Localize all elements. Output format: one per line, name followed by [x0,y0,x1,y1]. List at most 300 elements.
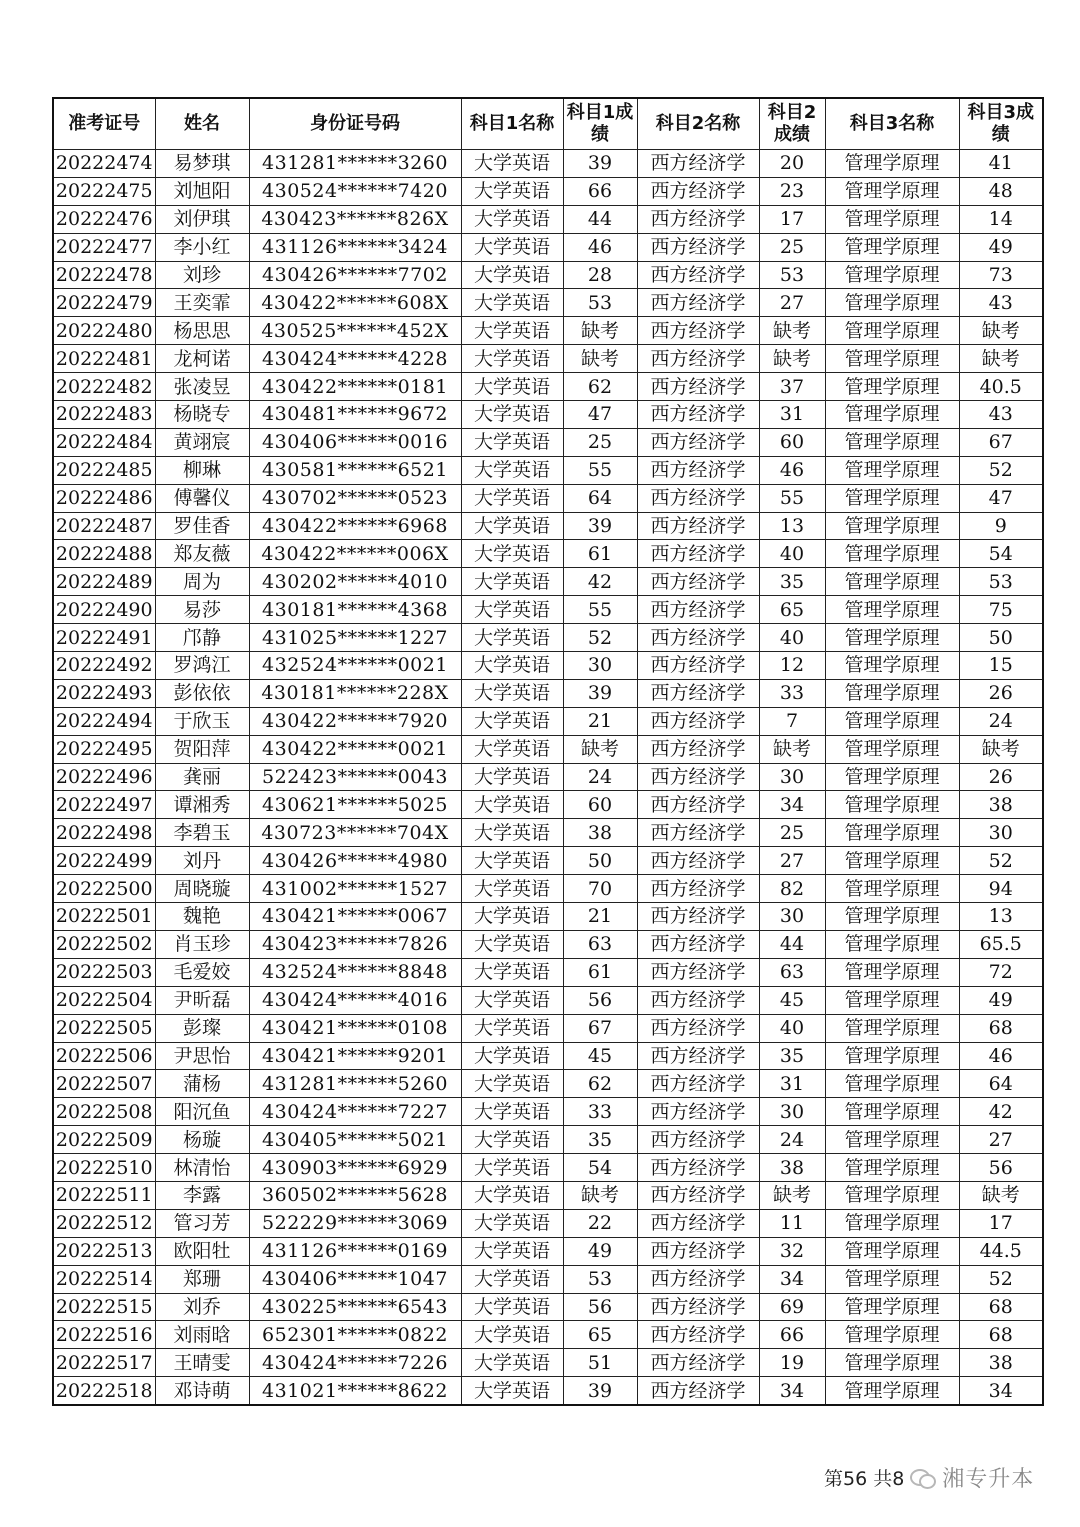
subject3-score-cell: 48 [959,177,1043,205]
exam-id-cell: 20222504 [53,986,155,1014]
subject3-name-cell: 管理学原理 [825,177,959,205]
subject1-score-cell: 62 [563,373,637,401]
exam-id-cell: 20222479 [53,289,155,317]
table-row [53,373,1043,401]
name-cell: 欧阳牡 [155,1237,249,1265]
subject2-score-cell: 55 [759,484,825,512]
subject2-name-cell: 西方经济学 [637,1349,759,1377]
subject1-name-cell: 大学英语 [461,205,563,233]
subject1-score-cell: 缺考 [563,317,637,345]
subject1-name-cell: 大学英语 [461,568,563,596]
subject2-score-cell: 46 [759,456,825,484]
name-cell: 管习芳 [155,1209,249,1237]
id-number-cell: 652301******0822 [249,1321,461,1349]
subject2-name-cell: 西方经济学 [637,903,759,931]
subject1-name-cell: 大学英语 [461,1349,563,1377]
subject1-name-cell: 大学英语 [461,791,563,819]
subject3-score-cell: 缺考 [959,735,1043,763]
name-cell: 谭湘秀 [155,791,249,819]
subject1-name-cell: 大学英语 [461,1237,563,1265]
header-id-number: 身份证号码 [249,98,461,150]
subject3-score-cell: 34 [959,1377,1043,1405]
table-row [53,568,1043,596]
subject1-name-cell: 大学英语 [461,903,563,931]
exam-id-cell: 20222518 [53,1377,155,1405]
subject3-name-cell: 管理学原理 [825,1126,959,1154]
id-number-cell: 430424******7227 [249,1098,461,1126]
name-cell: 刘乔 [155,1293,249,1321]
table-row [53,1042,1043,1070]
subject1-name-cell: 大学英语 [461,1265,563,1293]
subject1-name-cell: 大学英语 [461,150,563,178]
page-number: 第56 [824,1467,868,1490]
header-exam-id: 准考证号 [53,98,155,150]
subject3-score-cell: 47 [959,484,1043,512]
subject3-score-cell: 50 [959,624,1043,652]
subject2-name-cell: 西方经济学 [637,652,759,680]
exam-id-cell: 20222474 [53,150,155,178]
exam-id-cell: 20222496 [53,763,155,791]
id-number-cell: 430581******6521 [249,456,461,484]
subject3-score-cell: 49 [959,986,1043,1014]
subject1-score-cell: 45 [563,1042,637,1070]
subject1-name-cell: 大学英语 [461,1098,563,1126]
name-cell: 刘雨晗 [155,1321,249,1349]
subject3-score-cell: 27 [959,1126,1043,1154]
subject1-name-cell: 大学英语 [461,177,563,205]
id-number-cell: 430723******704X [249,819,461,847]
id-number-cell: 431002******1527 [249,875,461,903]
subject3-name-cell: 管理学原理 [825,930,959,958]
subject3-name-cell: 管理学原理 [825,819,959,847]
name-cell: 易莎 [155,596,249,624]
subject1-score-cell: 53 [563,1265,637,1293]
name-cell: 罗佳香 [155,512,249,540]
subject1-score-cell: 39 [563,679,637,707]
subject3-name-cell: 管理学原理 [825,428,959,456]
exam-id-cell: 20222477 [53,233,155,261]
exam-id-cell: 20222499 [53,847,155,875]
subject1-name-cell: 大学英语 [461,233,563,261]
subject2-name-cell: 西方经济学 [637,763,759,791]
table-row [53,1293,1043,1321]
table-row [53,1154,1043,1182]
subject3-name-cell: 管理学原理 [825,652,959,680]
subject3-score-cell: 72 [959,958,1043,986]
subject3-score-cell: 49 [959,233,1043,261]
subject3-name-cell: 管理学原理 [825,401,959,429]
subject1-score-cell: 63 [563,930,637,958]
subject1-score-cell: 61 [563,958,637,986]
subject1-score-cell: 55 [563,456,637,484]
subject3-score-cell: 24 [959,707,1043,735]
subject3-name-cell: 管理学原理 [825,484,959,512]
subject3-name-cell: 管理学原理 [825,289,959,317]
name-cell: 柳琳 [155,456,249,484]
subject2-name-cell: 西方经济学 [637,456,759,484]
subject1-name-cell: 大学英语 [461,958,563,986]
subject2-name-cell: 西方经济学 [637,819,759,847]
id-number-cell: 360502******5628 [249,1181,461,1209]
subject2-name-cell: 西方经济学 [637,930,759,958]
exam-id-cell: 20222475 [53,177,155,205]
name-cell: 尹思怡 [155,1042,249,1070]
subject3-score-cell: 46 [959,1042,1043,1070]
exam-id-cell: 20222501 [53,903,155,931]
subject1-name-cell: 大学英语 [461,345,563,373]
name-cell: 龙柯诺 [155,345,249,373]
subject2-name-cell: 西方经济学 [637,261,759,289]
subject2-name-cell: 西方经济学 [637,1154,759,1182]
subject1-score-cell: 33 [563,1098,637,1126]
subject2-score-cell: 缺考 [759,1181,825,1209]
exam-id-cell: 20222486 [53,484,155,512]
id-number-cell: 432524******0021 [249,652,461,680]
subject1-name-cell: 大学英语 [461,373,563,401]
subject2-score-cell: 40 [759,624,825,652]
table-row [53,1321,1043,1349]
exam-id-cell: 20222484 [53,428,155,456]
table-row [53,986,1043,1014]
exam-id-cell: 20222509 [53,1126,155,1154]
id-number-cell: 430525******452X [249,317,461,345]
subject3-name-cell: 管理学原理 [825,456,959,484]
subject3-name-cell: 管理学原理 [825,1209,959,1237]
id-number-cell: 430426******4980 [249,847,461,875]
subject2-name-cell: 西方经济学 [637,847,759,875]
exam-id-cell: 20222514 [53,1265,155,1293]
table-row [53,903,1043,931]
subject3-score-cell: 54 [959,540,1043,568]
name-cell: 魏艳 [155,903,249,931]
subject1-name-cell: 大学英语 [461,986,563,1014]
subject2-name-cell: 西方经济学 [637,568,759,596]
subject3-score-cell: 41 [959,150,1043,178]
table-row [53,652,1043,680]
table-row [53,1265,1043,1293]
subject3-name-cell: 管理学原理 [825,261,959,289]
subject2-score-cell: 63 [759,958,825,986]
id-number-cell: 430421******0108 [249,1014,461,1042]
subject2-score-cell: 30 [759,903,825,931]
subject2-score-cell: 37 [759,373,825,401]
name-cell: 易梦琪 [155,150,249,178]
name-cell: 王奕霏 [155,289,249,317]
table-row [53,763,1043,791]
subject2-name-cell: 西方经济学 [637,150,759,178]
subject3-name-cell: 管理学原理 [825,1098,959,1126]
subject1-name-cell: 大学英语 [461,1377,563,1405]
subject3-name-cell: 管理学原理 [825,1293,959,1321]
subject1-name-cell: 大学英语 [461,428,563,456]
id-number-cell: 430422******6968 [249,512,461,540]
subject1-name-cell: 大学英语 [461,624,563,652]
subject2-score-cell: 27 [759,289,825,317]
name-cell: 周为 [155,568,249,596]
subject3-name-cell: 管理学原理 [825,1014,959,1042]
subject1-score-cell: 44 [563,205,637,233]
subject2-name-cell: 西方经济学 [637,1042,759,1070]
name-cell: 李露 [155,1181,249,1209]
subject3-score-cell: 26 [959,763,1043,791]
subject2-name-cell: 西方经济学 [637,540,759,568]
id-number-cell: 430225******6543 [249,1293,461,1321]
subject2-name-cell: 西方经济学 [637,484,759,512]
subject2-name-cell: 西方经济学 [637,596,759,624]
exam-id-cell: 20222512 [53,1209,155,1237]
subject3-score-cell: 53 [959,568,1043,596]
id-number-cell: 430405******5021 [249,1126,461,1154]
subject3-name-cell: 管理学原理 [825,763,959,791]
subject1-name-cell: 大学英语 [461,1154,563,1182]
subject3-score-cell: 94 [959,875,1043,903]
subject2-score-cell: 66 [759,1321,825,1349]
table-row [53,1126,1043,1154]
subject1-score-cell: 52 [563,624,637,652]
subject2-name-cell: 西方经济学 [637,1070,759,1098]
id-number-cell: 522229******3069 [249,1209,461,1237]
id-number-cell: 522423******0043 [249,763,461,791]
subject1-name-cell: 大学英语 [461,317,563,345]
subject1-score-cell: 39 [563,1377,637,1405]
name-cell: 阳沉鱼 [155,1098,249,1126]
subject2-score-cell: 31 [759,401,825,429]
subject1-name-cell: 大学英语 [461,1042,563,1070]
id-number-cell: 430424******4016 [249,986,461,1014]
header-subject2-score: 科目2成绩 [759,98,825,150]
id-number-cell: 430903******6929 [249,1154,461,1182]
subject3-name-cell: 管理学原理 [825,735,959,763]
subject2-score-cell: 25 [759,819,825,847]
subject2-score-cell: 30 [759,763,825,791]
subject2-name-cell: 西方经济学 [637,289,759,317]
subject2-name-cell: 西方经济学 [637,428,759,456]
subject3-name-cell: 管理学原理 [825,373,959,401]
subject2-name-cell: 西方经济学 [637,679,759,707]
subject3-name-cell: 管理学原理 [825,1349,959,1377]
subject2-name-cell: 西方经济学 [637,1293,759,1321]
id-number-cell: 430524******7420 [249,177,461,205]
subject3-name-cell: 管理学原理 [825,150,959,178]
header-row [53,98,1043,150]
table-row [53,456,1043,484]
name-cell: 郑珊 [155,1265,249,1293]
id-number-cell: 430421******9201 [249,1042,461,1070]
name-cell: 刘珍 [155,261,249,289]
id-number-cell: 430422******0021 [249,735,461,763]
name-cell: 李小红 [155,233,249,261]
subject1-score-cell: 67 [563,1014,637,1042]
subject2-score-cell: 7 [759,707,825,735]
subject3-name-cell: 管理学原理 [825,679,959,707]
subject3-name-cell: 管理学原理 [825,1237,959,1265]
subject1-score-cell: 56 [563,986,637,1014]
subject2-score-cell: 27 [759,847,825,875]
subject2-name-cell: 西方经济学 [637,1321,759,1349]
name-cell: 黄翊宸 [155,428,249,456]
subject2-score-cell: 32 [759,1237,825,1265]
score-table [52,97,1044,1406]
subject3-score-cell: 43 [959,289,1043,317]
subject1-score-cell: 42 [563,568,637,596]
subject2-name-cell: 西方经济学 [637,1098,759,1126]
subject1-name-cell: 大学英语 [461,1014,563,1042]
subject3-score-cell: 17 [959,1209,1043,1237]
subject2-score-cell: 31 [759,1070,825,1098]
subject3-name-cell: 管理学原理 [825,986,959,1014]
subject1-score-cell: 55 [563,596,637,624]
table-row [53,512,1043,540]
table-row [53,233,1043,261]
name-cell: 彭璨 [155,1014,249,1042]
subject2-name-cell: 西方经济学 [637,1126,759,1154]
subject3-score-cell: 缺考 [959,317,1043,345]
name-cell: 贺阳萍 [155,735,249,763]
subject2-score-cell: 23 [759,177,825,205]
subject3-name-cell: 管理学原理 [825,596,959,624]
subject2-score-cell: 12 [759,652,825,680]
subject1-score-cell: 30 [563,652,637,680]
subject1-score-cell: 65 [563,1321,637,1349]
subject1-score-cell: 70 [563,875,637,903]
subject3-score-cell: 44.5 [959,1237,1043,1265]
id-number-cell: 430421******0067 [249,903,461,931]
header-subject2-name: 科目2名称 [637,98,759,150]
exam-id-cell: 20222500 [53,875,155,903]
subject3-score-cell: 75 [959,596,1043,624]
subject3-score-cell: 30 [959,819,1043,847]
subject3-name-cell: 管理学原理 [825,958,959,986]
id-number-cell: 431025******1227 [249,624,461,652]
subject2-name-cell: 西方经济学 [637,707,759,735]
table-row [53,679,1043,707]
subject1-name-cell: 大学英语 [461,652,563,680]
exam-id-cell: 20222505 [53,1014,155,1042]
subject2-score-cell: 13 [759,512,825,540]
subject2-score-cell: 38 [759,1154,825,1182]
subject2-name-cell: 西方经济学 [637,1265,759,1293]
table-row [53,791,1043,819]
table-row [53,1237,1043,1265]
subject3-name-cell: 管理学原理 [825,903,959,931]
id-number-cell: 431126******0169 [249,1237,461,1265]
exam-id-cell: 20222516 [53,1321,155,1349]
subject3-name-cell: 管理学原理 [825,1070,959,1098]
subject1-name-cell: 大学英语 [461,1126,563,1154]
table-row [53,735,1043,763]
name-cell: 刘伊琪 [155,205,249,233]
subject2-score-cell: 17 [759,205,825,233]
id-number-cell: 430406******0016 [249,428,461,456]
id-number-cell: 430423******826X [249,205,461,233]
subject3-score-cell: 52 [959,847,1043,875]
subject1-score-cell: 46 [563,233,637,261]
table-row [53,205,1043,233]
table-row [53,345,1043,373]
id-number-cell: 430621******5025 [249,791,461,819]
id-number-cell: 430426******7702 [249,261,461,289]
exam-id-cell: 20222493 [53,679,155,707]
table-row [53,1377,1043,1405]
subject3-score-cell: 42 [959,1098,1043,1126]
id-number-cell: 430422******006X [249,540,461,568]
subject1-score-cell: 49 [563,1237,637,1265]
subject1-name-cell: 大学英语 [461,1321,563,1349]
subject3-score-cell: 68 [959,1014,1043,1042]
exam-id-cell: 20222495 [53,735,155,763]
subject3-score-cell: 14 [959,205,1043,233]
exam-id-cell: 20222491 [53,624,155,652]
subject2-name-cell: 西方经济学 [637,373,759,401]
subject1-name-cell: 大学英语 [461,763,563,791]
subject1-name-cell: 大学英语 [461,707,563,735]
table-row [53,317,1043,345]
name-cell: 龚丽 [155,763,249,791]
name-cell: 李碧玉 [155,819,249,847]
name-cell: 林清怡 [155,1154,249,1182]
subject1-name-cell: 大学英语 [461,679,563,707]
watermark-text: 湘专升本 [942,1466,1035,1492]
subject3-score-cell: 56 [959,1154,1043,1182]
subject2-name-cell: 西方经济学 [637,624,759,652]
subject3-name-cell: 管理学原理 [825,233,959,261]
subject2-name-cell: 西方经济学 [637,177,759,205]
subject1-score-cell: 56 [563,1293,637,1321]
subject2-name-cell: 西方经济学 [637,401,759,429]
name-cell: 傅馨仪 [155,484,249,512]
subject2-score-cell: 60 [759,428,825,456]
subject3-score-cell: 9 [959,512,1043,540]
subject2-score-cell: 11 [759,1209,825,1237]
id-number-cell: 430422******608X [249,289,461,317]
subject1-score-cell: 62 [563,1070,637,1098]
wechat-icon [910,1467,936,1487]
table-row [53,1098,1043,1126]
exam-id-cell: 20222507 [53,1070,155,1098]
subject2-name-cell: 西方经济学 [637,512,759,540]
header-subject1-name: 科目1名称 [461,98,563,150]
exam-id-cell: 20222476 [53,205,155,233]
table-row [53,150,1043,178]
exam-id-cell: 20222492 [53,652,155,680]
subject1-name-cell: 大学英语 [461,596,563,624]
subject3-name-cell: 管理学原理 [825,568,959,596]
subject2-score-cell: 24 [759,1126,825,1154]
subject1-name-cell: 大学英语 [461,540,563,568]
subject3-score-cell: 65.5 [959,930,1043,958]
subject1-score-cell: 53 [563,289,637,317]
id-number-cell: 430422******0181 [249,373,461,401]
subject2-score-cell: 缺考 [759,345,825,373]
subject2-score-cell: 45 [759,986,825,1014]
id-number-cell: 430422******7920 [249,707,461,735]
name-cell: 彭依依 [155,679,249,707]
subject1-score-cell: 51 [563,1349,637,1377]
table-row [53,261,1043,289]
exam-id-cell: 20222508 [53,1098,155,1126]
exam-id-cell: 20222481 [53,345,155,373]
subject1-name-cell: 大学英语 [461,1070,563,1098]
exam-id-cell: 20222490 [53,596,155,624]
subject1-score-cell: 38 [563,819,637,847]
table-row [53,1014,1043,1042]
subject2-score-cell: 缺考 [759,735,825,763]
exam-id-cell: 20222480 [53,317,155,345]
subject3-score-cell: 67 [959,428,1043,456]
subject1-name-cell: 大学英语 [461,401,563,429]
subject1-score-cell: 39 [563,512,637,540]
subject3-score-cell: 64 [959,1070,1043,1098]
